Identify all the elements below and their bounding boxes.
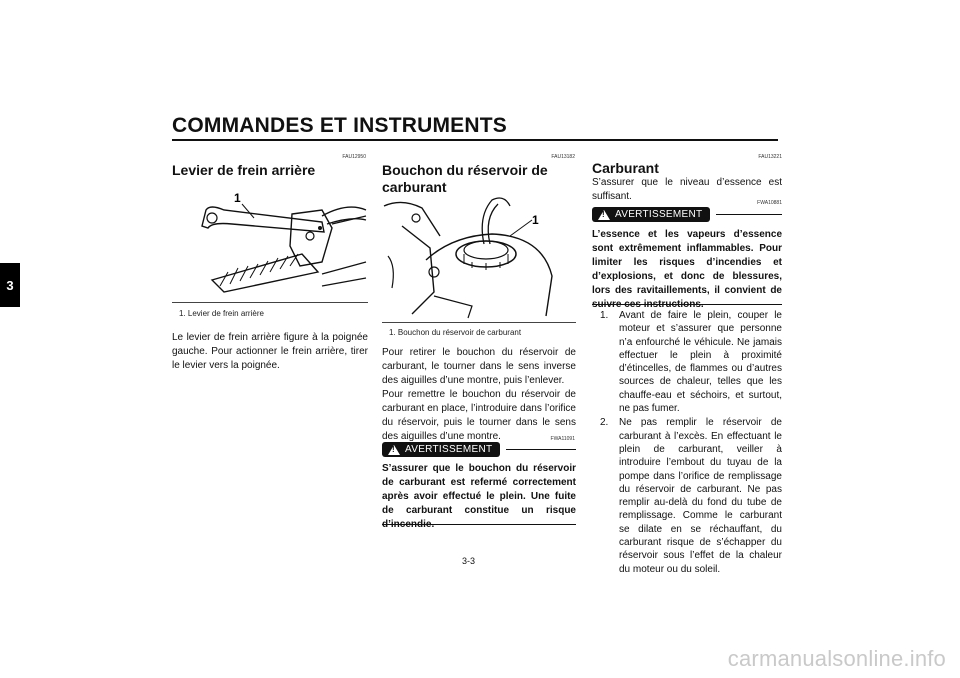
warning-header	[382, 442, 576, 457]
warning-icon	[598, 210, 610, 220]
warning-rule	[506, 449, 576, 450]
warning-label: AVERTISSEMENT	[405, 444, 493, 455]
caption-rule	[382, 322, 576, 323]
figure-callout: 1	[234, 191, 241, 205]
warning-end-rule	[382, 524, 576, 525]
warning-code: FWA11091	[550, 436, 575, 442]
body-paragraph: Pour remettre le bouchon du réservoir de carburant en place, l’introduire dans l’orifice du réservoir, puis le tourner dans le sens des aiguilles d’une montre.	[382, 389, 576, 442]
instruction-list	[600, 309, 782, 577]
page-title: COMMANDES ET INSTRUMENTS	[172, 114, 507, 137]
caption-rule	[172, 302, 368, 303]
figure-caption: 1. Bouchon du réservoir de carburant	[389, 328, 522, 337]
section-heading: Bouchon du réservoir de carburant	[382, 162, 548, 195]
list-text: Ne pas remplir le réservoir de carburant à l’excès. En effectuant le plein de carburant, veiller à introduire l’embout du tuyau de la pompe dans l’orifice de remplissage du réservoir de carburant. Ne pas remplir au-delà du fond du tube de remplissage. Comme le carburant se dilate en se réchauffant, du carburant risque de s’échapper du réservoir sous l’effet de la chaleur du moteur ou du soleil.	[619, 417, 782, 575]
intro-paragraph: S’assurer que le niveau d’essence est suffisant.	[592, 177, 782, 202]
warning-text: S’assurer que le bouchon du réservoir de carburant est refermé correctement après avoir effectué le plein. Une fuite de carburant constitue un risque	[382, 463, 576, 516]
warning-header	[592, 207, 782, 222]
list-text: Avant de faire le plein, couper le moteur et s’assurer que personne n’a enfourché le véhicule. Ne jamais effectuer le plein à proximité d’étincelles, de flammes ou d’autres sources de chaleur, telles que les chauffe-eau et séchoirs, et surtout, ne pas fumer.	[619, 310, 782, 415]
section-code: FAU13182	[551, 154, 575, 160]
chapter-tab: 3	[0, 263, 20, 307]
page-number: 3-3	[462, 556, 476, 566]
figure-caption: 1. Levier de frein arrière	[179, 309, 264, 318]
list-item	[600, 416, 782, 576]
header-rule	[172, 139, 778, 141]
section-heading: Levier de frein arrière	[172, 162, 316, 178]
warning-code: FWA10881	[757, 200, 782, 206]
warning-badge	[592, 207, 710, 222]
section-code: FAU12950	[342, 154, 366, 160]
body-paragraph: Pour retirer le bouchon du réservoir de carburant, le tourner dans le sens inverse des aiguilles d’une montre, puis l’enlever.	[382, 347, 576, 386]
body-paragraph: Le levier de frein arrière figure à la poignée gauche. Pour actionner le frein arrière, tirer le levier vers la poignée.	[172, 332, 368, 371]
brake-lever-figure	[172, 188, 368, 296]
list-number: 1.	[600, 310, 609, 321]
section-heading: Carburant	[592, 160, 659, 176]
warning-text: L’essence et les vapeurs d’essence sont extrêmement inflammables. Pour limiter les risques d’incendies et d’explosions, et donc de blessures, lors des ravitaillements, il convient de	[592, 229, 782, 296]
warning-rule	[716, 214, 782, 215]
warning-badge	[382, 442, 500, 457]
section-code: FAU13221	[758, 154, 782, 160]
warning-end-rule	[592, 304, 782, 305]
warning-icon	[388, 445, 400, 455]
warning-label: AVERTISSEMENT	[615, 209, 703, 220]
list-number: 2.	[600, 417, 609, 429]
watermark: carmanualsonline.info	[727, 646, 946, 671]
figure-callout: 1	[532, 213, 539, 227]
fuel-cap-figure	[382, 196, 576, 320]
list-item	[600, 309, 782, 415]
